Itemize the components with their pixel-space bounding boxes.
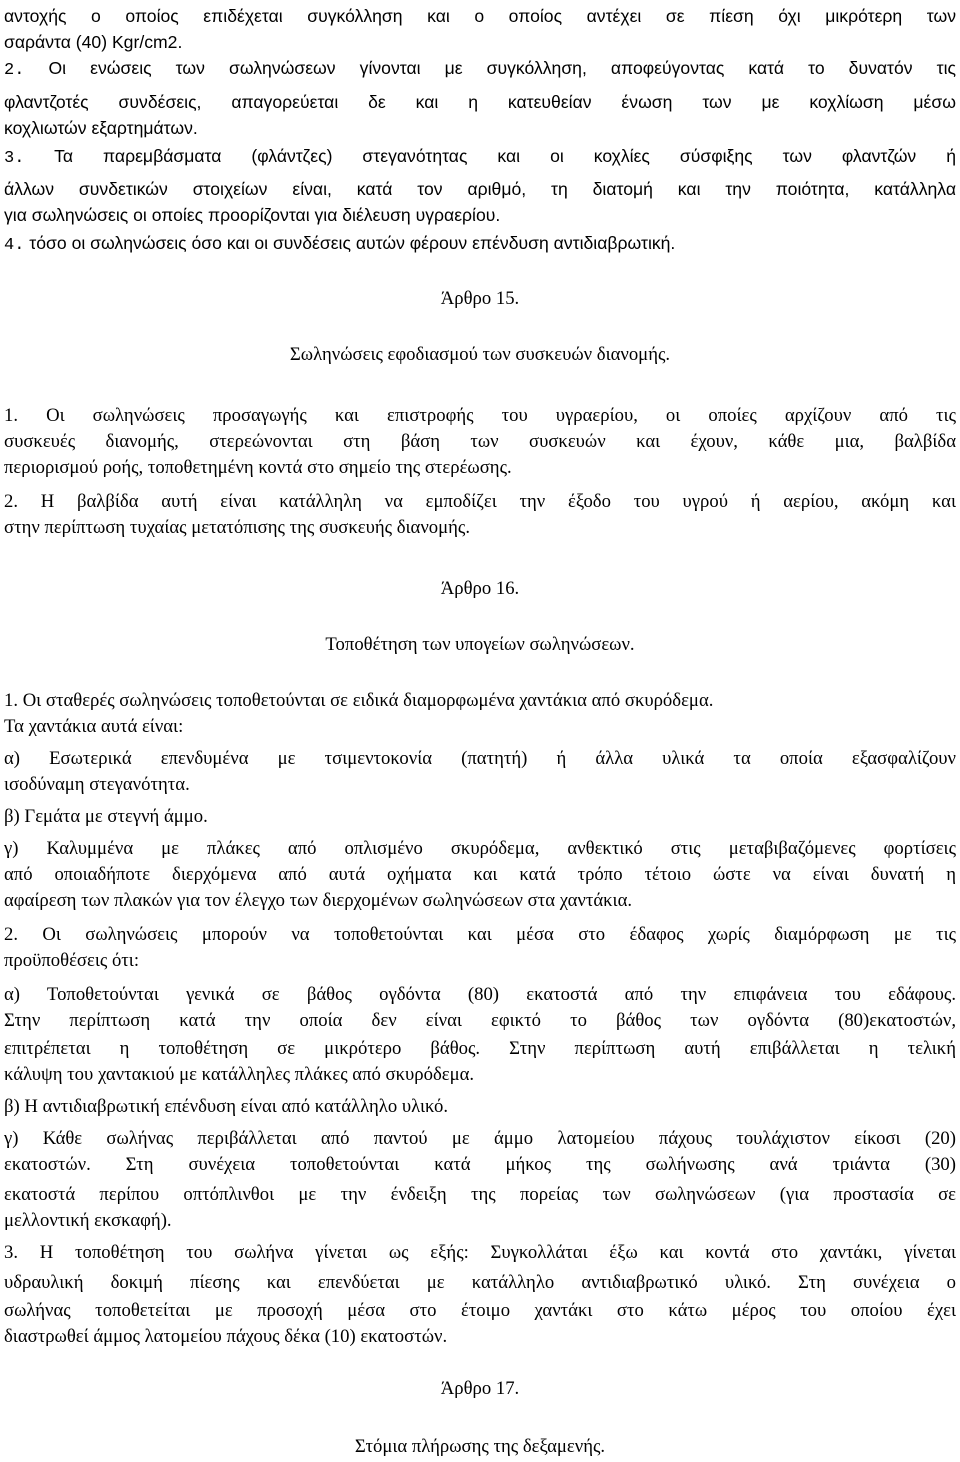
paragraph-line: Τα χαντάκια αυτά είναι: [4, 716, 184, 737]
paragraph-line: στην περίπτωση τυχαίας μετατόπισης της συσκευής διανομής. [4, 517, 471, 538]
paragraph-line: συσκευές διανομής, στερεώνονται στη βάση των συσκευών και έχουν, κάθε μια, βαλβίδα [4, 431, 956, 452]
paragraph-line: 1. Οι σταθερές σωληνώσεις τοποθετούνται σε ειδικά διαμορφωμένα χαντάκια από σκυρόδεμα. [4, 690, 714, 711]
paragraph-line: αφαίρεση των πλακών για τον έλεγχο των διερχομένων σωληνώσεων στα χαντάκια. [4, 890, 633, 911]
paragraph-line: 3. Η τοποθέτηση του σωλήνα γίνεται ως εξής: Συγκολλάται έξω και κοντά στο χαντάκι, γίνεται [4, 1242, 956, 1263]
item-number: 4. [4, 236, 25, 255]
paragraph-line: 1. Οι σωληνώσεις προσαγωγής και επιστροφής του υγραερίου, οι οποίες αρχίζουν από τις [4, 405, 956, 426]
paragraph-line: περιορισμού ροής, τοποθετημένη κοντά στο σημείο της στερέωσης. [4, 457, 512, 478]
paragraph-line: κάλυψη του χαντακιού με κατάλληλες πλάκες από σκυρόδεμα. [4, 1064, 475, 1085]
item-number: 2. [4, 61, 25, 80]
paragraph-line: φλαντζοτές συνδέσεις, απαγορεύεται δε και η κατευθείαν ένωση των με κοχλίωση μέσω [4, 92, 956, 112]
paragraph-line: επιτρέπεται η τοποθέτηση σε μικρότερο βάθος. Στην περίπτωση αυτή επιβάλλεται η τελική [4, 1038, 956, 1059]
paragraph-line: γ) Κάθε σωλήνας περιβάλλεται από παντού με άμμο λατομείου πάχους τουλάχιστον είκοσι (20) [4, 1128, 956, 1149]
article-heading: Άρθρο 17. [440, 1378, 520, 1399]
article-heading: Άρθρο 15. [440, 288, 520, 309]
paragraph-line: προϋποθέσεις ότι: [4, 950, 140, 971]
paragraph-line: αντοχής ο οποίος επιδέχεται συγκόλληση και ο οποίος αντέχει σε πίεση όχι μικρότερη των [4, 6, 956, 26]
paragraph-line [4, 230, 956, 256]
paragraph-line: α) Εσωτερικά επενδυμένα με τσιμεντοκονία (πατητή) ή άλλα υλικά τα οποία εξασφαλίζουν [4, 748, 956, 769]
paragraph-line: από οποιαδήποτε διερχόμενα από αυτά οχήματα και κατά τρόπο τέτοιο ώστε να είναι δυνατή η [4, 864, 956, 885]
paragraph-line: άλλων συνδετικών στοιχείων είναι, κατά τον αριθμό, τη διατομή και την ποιότητα, κατάλληλα [4, 179, 956, 199]
paragraph-line: Στην περίπτωση κατά την οποία δεν είναι εφικτό το βάθος των ογδόντα (80)εκατοστών, [4, 1010, 956, 1031]
article-title: Στόμια πλήρωσης της δεξαμενής. [354, 1436, 606, 1457]
paragraph-text: Οι ενώσεις των σωληνώσεων γίνονται με συγκόλληση, αποφεύγοντας κατά το δυνατόν τις [48, 58, 956, 78]
paragraph-line: διαστρωθεί άμμος λατομείου πάχους δέκα (10) εκατοστών. [4, 1326, 448, 1347]
paragraph-line: υδραυλική δοκιμή πίεσης και επενδύεται με κατάλληλο αντιδιαβρωτικό υλικό. Στη συνέχεια ο [4, 1272, 956, 1293]
paragraph-line: κοχλιωτών εξαρτημάτων. [4, 118, 198, 138]
paragraph-line: μελλοντική εκσκαφή). [4, 1210, 172, 1231]
paragraph-line: β) Η αντιδιαβρωτική επένδυση είναι από κατάλληλο υλικό. [4, 1096, 449, 1117]
paragraph-line: 2. Οι σωληνώσεις μπορούν να τοποθετούνται και μέσα στο έδαφος χωρίς διαμόρφωση με τις [4, 924, 956, 945]
paragraph-line: εκατοστά περίπου οπτόπλινθοι με την ένδειξη της πορείας των σωληνώσεων (για προστασία σε [4, 1184, 956, 1205]
paragraph-line: ισοδύναμη στεγανότητα. [4, 774, 190, 795]
paragraph-line: γ) Καλυμμένα με πλάκες από οπλισμένο σκυρόδεμα, ανθεκτικό στις μεταβιβαζόμενες φορτίσεις [4, 838, 956, 859]
paragraph-line: 2. Η βαλβίδα αυτή είναι κατάλληλη να εμποδίζει την έξοδο του υγρού ή αερίου, ακόμη και [4, 491, 956, 512]
paragraph-line: σωλήνας τοποθετείται με προσοχή μέσα στο έτοιμο χαντάκι στο κάτω μέρος του οποίου έχει [4, 1300, 956, 1321]
paragraph-text: τόσο οι σωληνώσεις όσο και οι συνδέσεις αυτών φέρουν επένδυση αντιδιαβρωτική. [29, 233, 676, 253]
item-number: 3. [4, 149, 25, 168]
article-title: Τοποθέτηση των υπογείων σωληνώσεων. [325, 634, 635, 655]
paragraph-line: εκατοστών. Στη συνέχεια τοποθετούνται κατά μήκος της σωλήνωσης ανά τριάντα (30) [4, 1154, 956, 1175]
paragraph-line: α) Τοποθετούνται γενικά σε βάθος ογδόντα (80) εκατοστά από την επιφάνεια του εδάφους. [4, 984, 956, 1005]
paragraph-line: σαράντα (40) Kgr/cm2. [4, 32, 183, 52]
paragraph-line: για σωληνώσεις οι οποίες προορίζονται για διέλευση υγραερίου. [4, 205, 501, 225]
paragraph-line [4, 143, 956, 169]
paragraph-line [4, 55, 956, 81]
paragraph-text: Τα παρεμβάσματα (φλάντζες) στεγανότητας και οι κοχλίες σύσφιξης των φλαντζών ή [54, 146, 956, 166]
article-heading: Άρθρο 16. [440, 578, 520, 599]
paragraph-line: β) Γεμάτα με στεγνή άμμο. [4, 806, 208, 827]
article-title: Σωληνώσεις εφοδιασμού των συσκευών διανομής. [289, 344, 671, 365]
